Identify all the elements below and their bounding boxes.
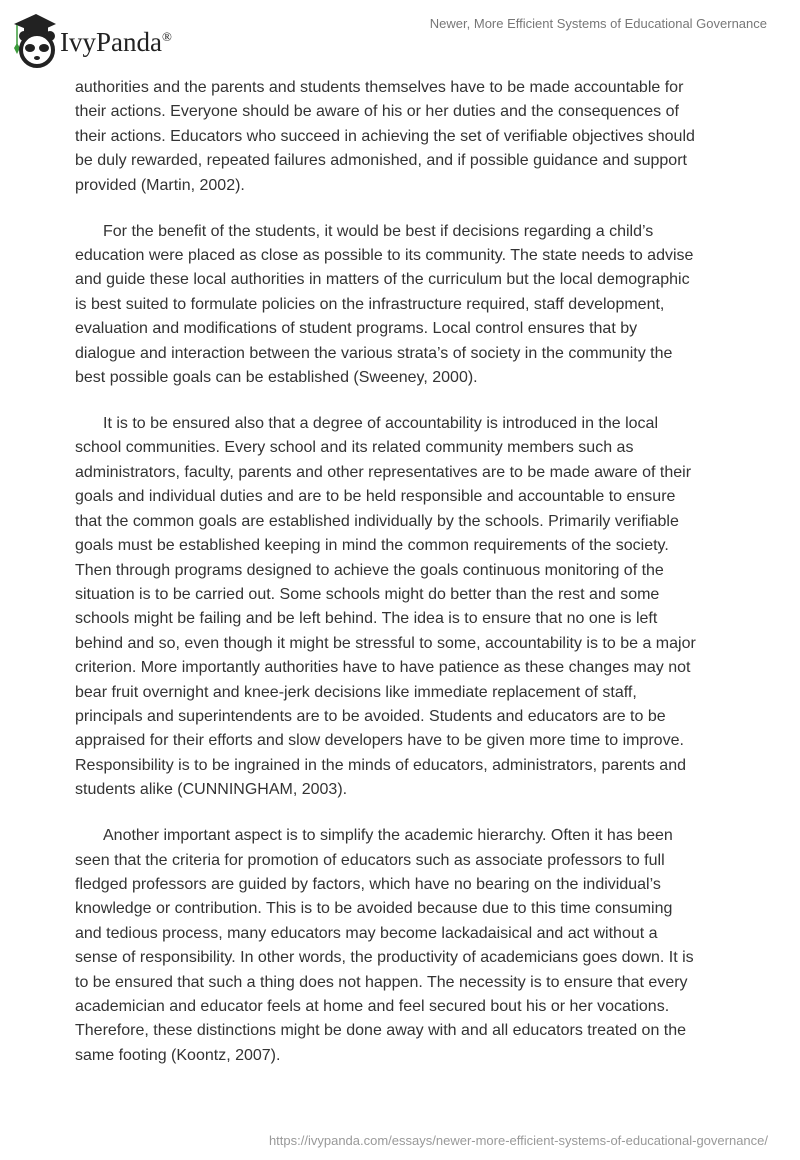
paragraph-line: appraised for their efforts and slow developers have to be given more time to improve. <box>75 732 684 750</box>
essay-paragraph <box>75 412 755 803</box>
paragraph-line: and tedious process, many educators may become lackadaisical and act without a <box>75 924 658 942</box>
essay-paragraph <box>75 76 755 198</box>
paragraph-line: school communities. Every school and its related community members such as <box>75 439 634 457</box>
ivypanda-logo[interactable] <box>12 8 172 70</box>
paragraph-line: education were placed as close as possible to its community. The state needs to advise <box>75 247 694 265</box>
paragraph-line: dialogue and interaction between the various strata’s of society in the community the <box>75 344 673 362</box>
paragraph-line: knowledge or contribution. This is to be avoided because due to this time consuming <box>75 900 673 918</box>
paragraph-line: Therefore, these distinctions might be done away with and all educators treated on the <box>75 1022 687 1040</box>
essay-paragraph <box>75 824 755 1068</box>
paragraph-line: principals and superintendents are to be avoided. Students and educators are to be <box>75 707 666 725</box>
paragraph-line: sense of responsibility. In other words, the productivity of academicians goes down. It is <box>75 949 694 967</box>
paragraph-line: fledged professors are guided by factors, which have no bearing on the individual’s <box>75 875 661 893</box>
paragraph-line: evaluation and modifications of student programs. Local control ensures that by <box>75 320 638 338</box>
paragraph-line: seen that the criteria for promotion of educators such as associate professors to full <box>75 851 665 869</box>
paragraph-line: provided (Martin, 2002). <box>75 176 245 194</box>
paragraph-line: that the common goals are established individually by the schools. Primarily verifiable <box>75 512 679 530</box>
paragraph-line: goals and individual duties and are to be held responsible and accountable to ensure <box>75 488 676 506</box>
panda-graduate-icon <box>12 8 56 70</box>
paragraph-line: same footing (Koontz, 2007). <box>75 1046 281 1064</box>
paragraph-line: their actions. Educators who succeed in achieving the set of verifiable objectives should <box>75 127 695 145</box>
document-title: Newer, More Efficient Systems of Educational Governance <box>429 16 767 31</box>
paragraph-line: criterion. More importantly authorities have to have patience as these changes may not <box>75 659 691 677</box>
paragraph-line: For the benefit of the students, it would be best if decisions regarding a child’s <box>103 222 654 240</box>
paragraph-line: Then through programs designed to achieve the goals continuous monitoring of the <box>75 561 664 579</box>
paragraph-line: to be ensured that such a thing does not happen. The necessity is to ensure that every <box>75 973 688 991</box>
essay-body <box>75 76 755 1090</box>
paragraph-line: authorities and the parents and students themselves have to be made accountable for <box>75 79 684 96</box>
logo-wordmark: IvyPanda® <box>60 26 172 57</box>
paragraph-line: Another important aspect is to simplify the academic hierarchy. Often it has been <box>103 827 673 845</box>
paragraph-line: situation is to be carried out. Some schools might do better than the rest and some <box>75 585 660 603</box>
essay-paragraph <box>75 220 755 391</box>
paragraph-line: goals must be established keeping in mind the common requirements of the society. <box>75 537 669 555</box>
source-url-link[interactable]: https://ivypanda.com/essays/newer-more-efficient-systems-of-educational-governance/ <box>268 1133 768 1148</box>
paragraph-line: best possible goals can be established (Sweeney, 2000). <box>75 369 478 387</box>
paragraph-line: be duly rewarded, repeated failures admonished, and if possible guidance and support <box>75 152 687 170</box>
paragraph-line: their actions. Everyone should be aware of his or her duties and the consequences of <box>75 103 679 121</box>
paragraph-line: It is to be ensured also that a degree of accountability is introduced in the local <box>103 415 659 433</box>
paragraph-line: administrators, faculty, parents and other representatives are to be made aware of their <box>75 463 692 481</box>
paragraph-line: and guide these local authorities in matters of the curriculum but the local demographic <box>75 271 690 289</box>
paragraph-line: is best suited to formulate policies on the infrastructure required, staff development, <box>75 295 665 313</box>
paragraph-line: behind and so, even though it might be stressful to some, accountability is to be a major <box>75 634 696 652</box>
paragraph-line: schools might be failing and be left behind. The idea is to ensure that no one is left <box>75 610 658 628</box>
paragraph-line: students alike (CUNNINGHAM, 2003). <box>75 781 348 799</box>
paragraph-line: Responsibility is to be ingrained in the minds of educators, administrators, parents and <box>75 756 686 774</box>
paragraph-line: academician and educator feels at home and feel secured bout his or her vocations. <box>75 998 670 1015</box>
paragraph-line: bear fruit overnight and knee-jerk decisions like immediate replacement of staff, <box>75 683 637 701</box>
